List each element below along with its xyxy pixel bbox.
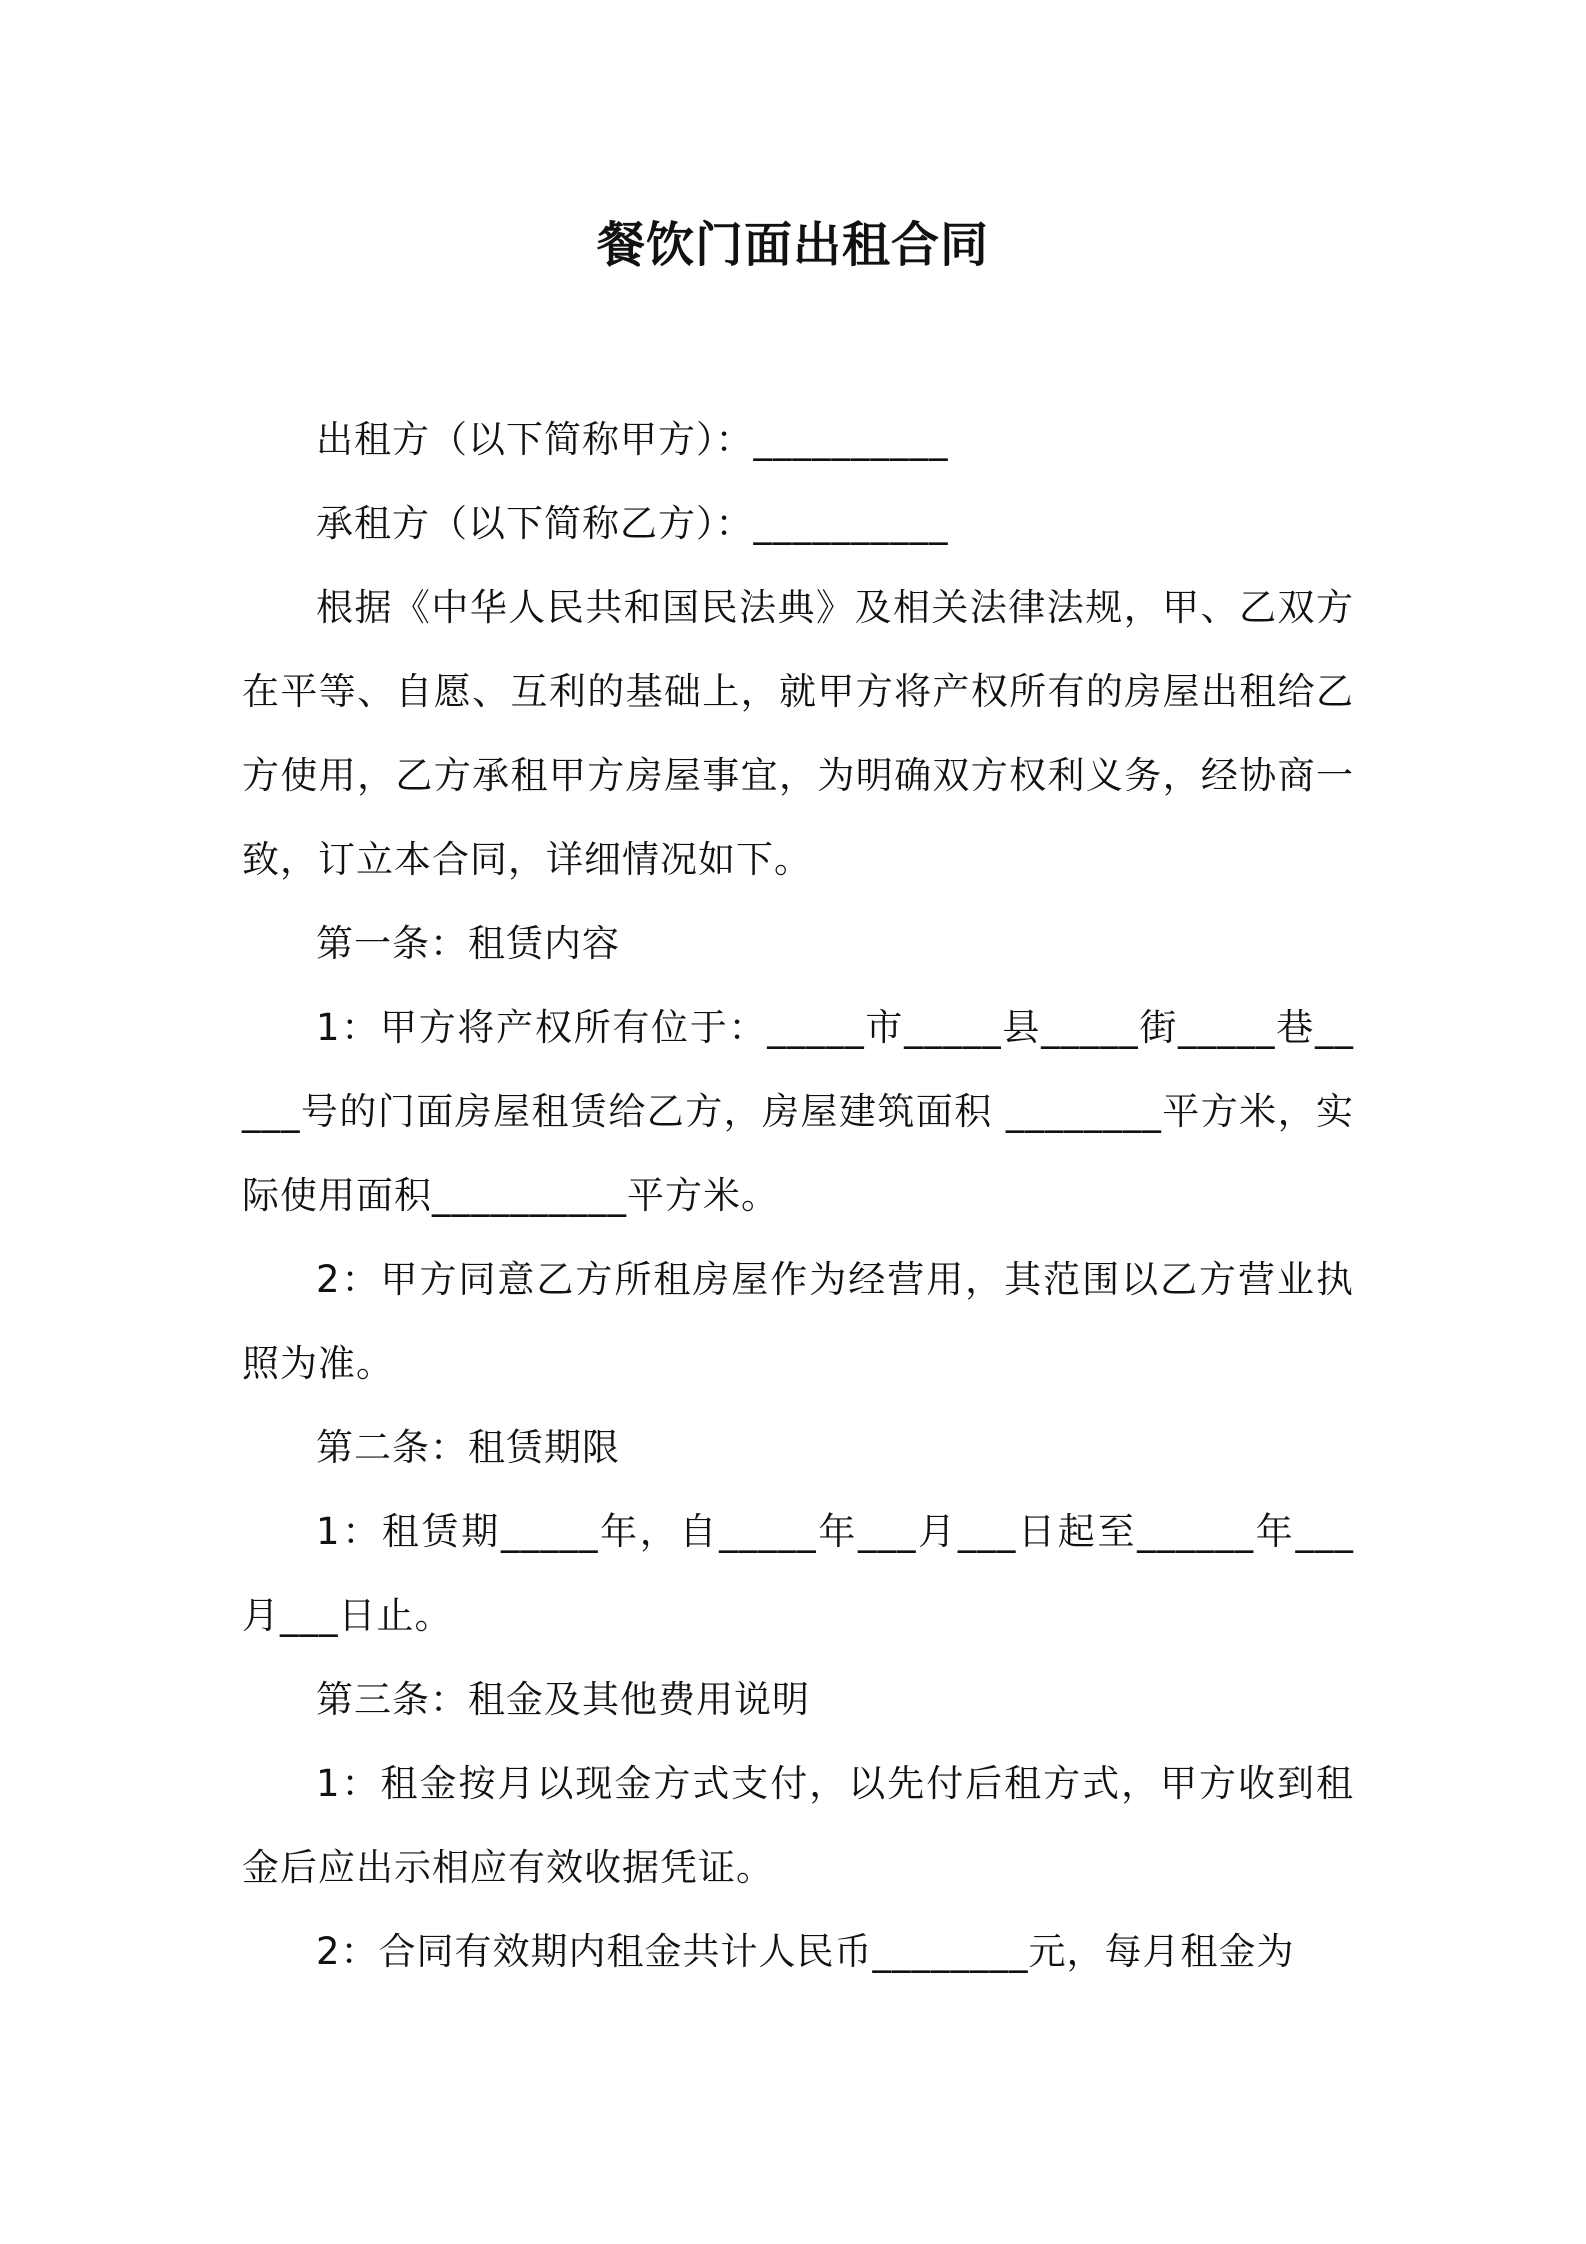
article-3-clause-1: 1：租金按月以现金方式支付，以先付后租方式，甲方收到租金后应出示相应有效收据凭证。: [242, 1762, 1354, 1889]
article-2-clause-1: 1：租赁期_____年，自_____年___月___日起至______年___月___日止。: [242, 1510, 1354, 1637]
article-2-heading: 第二条：租赁期限: [316, 1426, 620, 1469]
lessee-line: 承租方（以下简称乙方）：__________: [316, 502, 949, 545]
preamble-paragraph: 根据《中华人民共和国民法典》及相关法律法规，甲、乙双方在平等、自愿、互利的基础上，就甲方将产权所有的房屋出租给乙方使用，乙方承租甲方房屋事宜，为明确双方权利义务，经协商一致，订立本合同，详细情况如下。: [242, 586, 1354, 881]
lessor-line: 出租方（以下简称甲方）：__________: [316, 418, 949, 461]
article-3-clause-2: 2：合同有效期内租金共计人民币________元，每月租金为: [316, 1930, 1295, 1973]
article-1-clause-2: 2：甲方同意乙方所租房屋作为经营用，其范围以乙方营业执照为准。: [242, 1258, 1354, 1385]
article-1-heading: 第一条：租赁内容: [316, 922, 620, 965]
document-body: [242, 398, 1354, 1994]
document-title: 餐饮门面出租合同: [596, 217, 989, 273]
article-1-clause-1: 1：甲方将产权所有位于：_____市_____县_____街_____巷_____号的门面房屋租赁给乙方，房屋建筑面积 ________平方米，实际使用面积__________平方米。: [242, 1006, 1354, 1217]
article-3-heading: 第三条：租金及其他费用说明: [316, 1678, 810, 1721]
